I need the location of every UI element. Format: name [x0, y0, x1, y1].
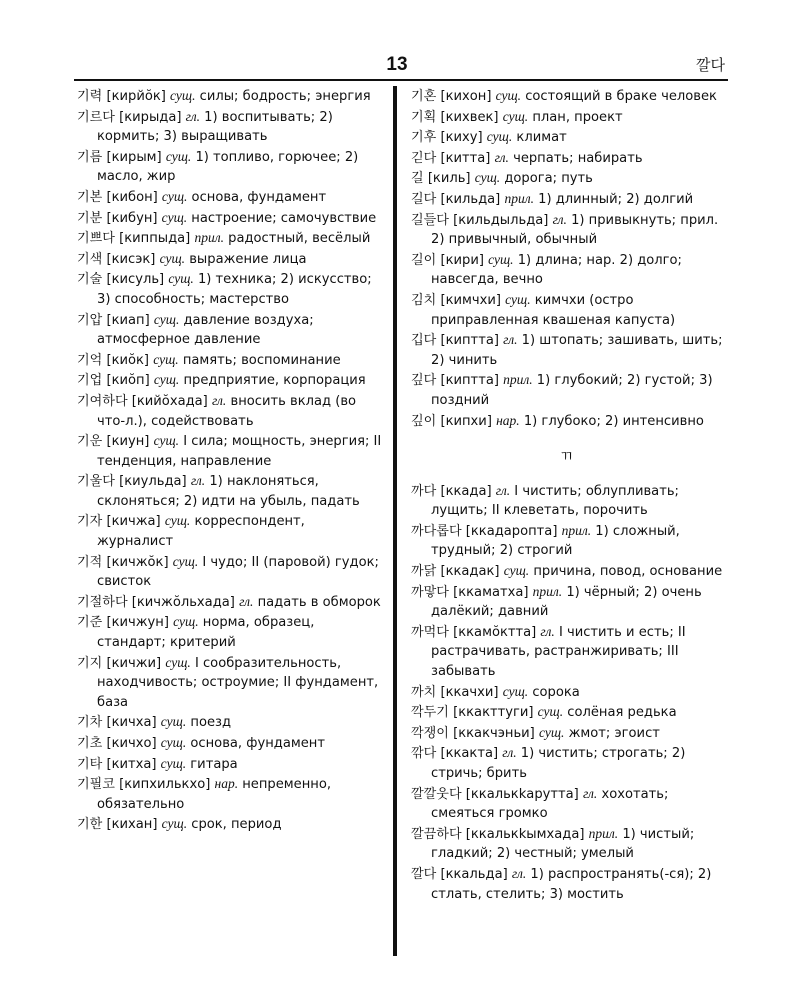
transcription: [ккаматха]	[448, 584, 533, 600]
headword: 기혼	[411, 89, 437, 104]
dictionary-entry	[411, 86, 723, 107]
right-column	[411, 86, 723, 904]
dictionary-entry	[77, 187, 385, 208]
definition: радостный, весёлый	[223, 231, 371, 247]
definition: 1) чистый; гладкий; 2) честный; умелый	[431, 826, 695, 862]
transcription: [кибон]	[102, 189, 162, 205]
dictionary-entry	[411, 330, 723, 370]
dictionary-entry	[77, 391, 385, 431]
dictionary-entry	[411, 784, 723, 824]
definition: солёная редька	[563, 705, 677, 721]
headword: 기압	[77, 312, 103, 328]
headword: 길들다	[411, 212, 449, 228]
part-of-speech: сущ.	[488, 251, 514, 267]
part-of-speech: гл.	[211, 392, 227, 408]
dictionary-entry	[411, 370, 723, 410]
transcription: [кичха]	[102, 715, 161, 731]
part-of-speech: сущ.	[160, 755, 187, 771]
headword: 기력	[77, 89, 103, 104]
part-of-speech: гл.	[503, 332, 518, 348]
part-of-speech: гл.	[502, 745, 517, 761]
part-of-speech: сущ.	[161, 209, 188, 225]
transcription: [кильдыльда]	[448, 212, 553, 228]
definition: основа, фундамент	[187, 189, 327, 205]
definition: поезд	[186, 715, 232, 731]
part-of-speech: сущ.	[165, 148, 192, 164]
transcription: [ккакта]	[436, 746, 503, 762]
dictionary-entry	[411, 561, 723, 582]
dictionary-entry	[77, 733, 385, 754]
definition: состоящий в браке человек	[521, 89, 717, 104]
transcription: [ккальда]	[436, 866, 512, 882]
part-of-speech: сущ.	[170, 88, 196, 103]
definition: 1) распространять(-ся); 2) стлать, стелить; 3) мостить	[431, 866, 712, 902]
part-of-speech: нар.	[496, 412, 520, 428]
definition: 1) длинный; 2) долгий	[533, 191, 694, 207]
definition: 1) длина; нар. 2) долго; навсегда, вечно	[431, 252, 682, 288]
dictionary-entry	[77, 350, 385, 371]
dictionary-entry	[77, 774, 385, 814]
definition: план, проект	[528, 109, 623, 125]
transcription: [кисэк]	[102, 251, 160, 267]
definition: предприятие, корпорация	[179, 373, 366, 389]
definition: хохотать; смеяться громко	[431, 786, 669, 822]
transcription: [киппыда]	[114, 231, 195, 247]
page-number: 13	[386, 54, 408, 75]
part-of-speech: прил.	[588, 825, 619, 841]
transcription: [кирйŏк]	[102, 89, 171, 104]
part-of-speech: нар.	[214, 776, 239, 792]
part-of-speech: прил.	[561, 522, 592, 538]
headword: 까먹다	[411, 624, 449, 640]
part-of-speech: прил.	[532, 583, 563, 599]
transcription: [кичхо]	[102, 736, 161, 751]
headword: 깔끔하다	[411, 826, 462, 842]
definition: сорока	[528, 684, 580, 700]
part-of-speech: сущ.	[168, 271, 194, 287]
dictionary-entry	[411, 411, 723, 432]
headword: 기초	[77, 736, 103, 751]
part-of-speech: сущ.	[160, 714, 187, 730]
definition: падать в обморок	[253, 594, 381, 610]
dictionary-entry	[411, 189, 723, 210]
headword: 기본	[77, 189, 103, 205]
definition: норма, образец, стандарт; критерий	[97, 615, 315, 651]
dictionary-entry	[77, 107, 385, 147]
transcription: [кичжŏк]	[102, 554, 173, 570]
headword: 기운	[77, 434, 103, 450]
header-rule	[74, 79, 728, 81]
headword: 까치	[411, 684, 437, 700]
transcription: [кичжа]	[102, 514, 165, 530]
definition: причина, повод, основание	[529, 564, 723, 580]
definition: 1) чистить; строгать; 2) стричь; брить	[431, 746, 686, 781]
dictionary-entry	[411, 622, 723, 682]
dictionary-entry	[411, 702, 723, 723]
transcription: [киптта]	[436, 373, 504, 389]
transcription: [ккадак]	[436, 564, 504, 580]
part-of-speech: сущ.	[153, 433, 180, 449]
transcription: [кильда]	[436, 191, 505, 207]
dictionary-entry	[411, 210, 723, 250]
part-of-speech: сущ.	[153, 372, 180, 388]
transcription: [киху]	[436, 130, 487, 146]
definition: I чистить; облупливать; лущить; II клеветать, порочить	[431, 483, 679, 519]
headword: 까닭	[411, 564, 437, 580]
definition: выражение лица	[185, 251, 307, 267]
definition: жмот; эгоист	[564, 725, 660, 741]
dictionary-entry	[411, 127, 723, 148]
definition: 1) глубокий; 2) густой; 3) поздний	[431, 373, 713, 408]
definition: корреспондент, журналист	[97, 514, 305, 550]
part-of-speech: гл.	[540, 623, 555, 639]
transcription: [китта]	[436, 150, 495, 166]
part-of-speech: сущ.	[537, 704, 564, 720]
transcription: [кирыда]	[114, 109, 186, 125]
part-of-speech: гл.	[511, 865, 527, 881]
headword: 까다롭다	[411, 523, 462, 539]
part-of-speech: сущ.	[173, 614, 199, 630]
dictionary-entry	[411, 250, 723, 290]
headword: 길이	[411, 252, 437, 268]
definition: 1) глубоко; 2) интенсивно	[519, 413, 704, 429]
transcription: [ккакчэньи]	[448, 725, 539, 741]
dictionary-entry	[77, 653, 385, 713]
transcription: [кипхилькхо]	[114, 777, 215, 793]
headword: 기색	[77, 251, 103, 267]
definition: непременно, обязательно	[97, 777, 332, 812]
transcription: [кичжŏльхада]	[127, 594, 240, 610]
definition: давление воздуха; атмосферное давление	[97, 312, 314, 348]
transcription: [киптта]	[436, 333, 504, 349]
headword: 기술	[77, 272, 103, 288]
part-of-speech: сущ.	[502, 683, 529, 699]
headword: 기획	[411, 109, 437, 125]
headword: 기지	[77, 655, 103, 671]
definition: I чистить и есть; II растрачивать, растранжиривать; III забывать	[431, 624, 686, 680]
transcription: [ккакттуги]	[448, 705, 538, 721]
part-of-speech: прил.	[194, 230, 224, 246]
headword: 기준	[77, 615, 103, 631]
dictionary-entry	[77, 147, 385, 187]
transcription: [киль]	[423, 171, 475, 187]
part-of-speech: гл.	[185, 108, 200, 124]
headword: 기르다	[77, 109, 115, 125]
headword: 깁다	[411, 333, 437, 349]
dictionary-entry	[411, 824, 723, 864]
dictionary-entry	[411, 723, 723, 744]
part-of-speech: сущ.	[153, 351, 179, 367]
definition: вносить вклад (во что-л.), содействовать	[97, 393, 357, 429]
dictionary-entry	[77, 208, 385, 229]
headword: 기차	[77, 715, 103, 731]
definition: 1) воспитывать; 2) кормить; 3) выращивать	[97, 109, 333, 145]
transcription: [кичжун]	[102, 615, 174, 631]
dictionary-entry	[77, 612, 385, 652]
transcription: [кисуль]	[102, 272, 169, 288]
headword: 기름	[77, 149, 103, 165]
part-of-speech: сущ.	[495, 88, 522, 103]
headword: 기여하다	[77, 393, 128, 409]
dictionary-entry	[77, 228, 385, 249]
headword: 기적	[77, 554, 103, 570]
headword: 깍두기	[411, 705, 449, 721]
definition: 1) привыкнуть; прил. 2) привычный, обычный	[431, 212, 719, 248]
definition: I сообразительность, находчивость; остроумие; II фундамент, база	[97, 655, 379, 710]
part-of-speech: сущ.	[505, 291, 531, 307]
part-of-speech: гл.	[190, 473, 206, 489]
section-letter: ㄲ	[559, 447, 575, 466]
part-of-speech: сущ.	[164, 513, 191, 529]
part-of-speech: сущ.	[161, 816, 188, 832]
headword: 긷다	[411, 150, 437, 166]
dictionary-entry	[411, 290, 723, 330]
transcription: [китха]	[102, 756, 161, 772]
definition: настроение; самочувствие	[187, 210, 377, 226]
transcription: [кири]	[436, 252, 489, 268]
part-of-speech: сущ.	[159, 250, 186, 266]
part-of-speech: сущ.	[172, 553, 199, 569]
dictionary-entry	[77, 86, 385, 107]
left-column	[77, 86, 385, 835]
definition: I сила; мощность, энергия; II тенденция, направление	[97, 434, 382, 469]
headword: 기억	[77, 352, 103, 368]
dictionary-entry	[77, 814, 385, 835]
dictionary-entry	[411, 682, 723, 703]
column-divider	[393, 86, 397, 956]
definition: 1) штопать; зашивать, шить; 2) чинить	[431, 333, 723, 368]
definition: I чудо; II (паровой) гудок; свисток	[97, 554, 379, 590]
part-of-speech: сущ.	[160, 735, 187, 750]
dictionary-entry	[77, 370, 385, 391]
headword: 기자	[77, 514, 103, 530]
dictionary-entry	[77, 592, 385, 613]
dictionary-entry	[77, 431, 385, 471]
part-of-speech: сущ.	[502, 108, 529, 124]
part-of-speech: прил.	[503, 372, 533, 388]
dictionary-entry	[411, 743, 723, 783]
transcription: [кичжи]	[102, 655, 166, 671]
definition: черпать; набирать	[508, 150, 643, 166]
part-of-speech: сущ.	[153, 311, 180, 327]
dictionary-entry	[411, 864, 723, 904]
dictionary-entry	[411, 168, 723, 189]
part-of-speech: гл.	[582, 785, 598, 801]
transcription: [ккамŏктта]	[448, 624, 541, 640]
headword: 깊다	[411, 373, 437, 389]
headword: 깔다	[411, 866, 437, 882]
transcription: [кихвек]	[436, 109, 503, 125]
dictionary-entry	[77, 712, 385, 733]
definition: 1) наклоняться, склоняться; 2) идти на убыль, падать	[97, 474, 360, 509]
headword: 기필코	[77, 777, 115, 793]
dictionary-entry	[77, 511, 385, 551]
headword: 길다	[411, 191, 437, 207]
part-of-speech: сущ.	[503, 563, 530, 579]
definition: гитара	[186, 756, 238, 772]
transcription: [кимчхи]	[436, 292, 506, 308]
definition: память; воспоминание	[178, 352, 341, 368]
transcription: [кибун]	[102, 210, 162, 226]
headword: 깊이	[411, 413, 437, 429]
part-of-speech: прил.	[504, 190, 534, 206]
part-of-speech: гл.	[239, 593, 254, 609]
headword: 깍쟁이	[411, 725, 449, 741]
part-of-speech: гл.	[552, 211, 567, 227]
dictionary-entry	[411, 107, 723, 128]
dictionary-entry	[77, 754, 385, 775]
guide-word: 깔다	[696, 56, 725, 74]
headword: 길	[411, 171, 424, 187]
definition: 1) топливо, горючее; 2) масло, жир	[97, 149, 359, 185]
transcription: [кийŏхада]	[127, 393, 212, 409]
headword: 기울다	[77, 474, 115, 490]
transcription: [киульда]	[114, 474, 191, 490]
transcription: [кихон]	[436, 89, 496, 104]
headword: 깎다	[411, 746, 437, 762]
transcription: [ккадаропта]	[461, 523, 562, 539]
definition: 1) чёрный; 2) очень далёкий; давний	[431, 584, 702, 620]
dictionary-entry	[411, 521, 723, 561]
part-of-speech: сущ.	[486, 129, 513, 145]
part-of-speech: сущ.	[538, 724, 565, 740]
dictionary-entry	[411, 582, 723, 622]
headword: 까맣다	[411, 584, 449, 600]
headword: 김치	[411, 292, 437, 308]
definition: 1) сложный, трудный; 2) строгий	[431, 523, 680, 559]
transcription: [киŏп]	[102, 373, 154, 389]
transcription: [ккада]	[436, 483, 496, 499]
dictionary-entry	[77, 552, 385, 592]
headword: 기업	[77, 373, 103, 389]
transcription: [ккалькkымхада]	[461, 826, 589, 842]
part-of-speech: гл.	[494, 149, 509, 165]
dictionary-entry	[77, 249, 385, 270]
definition: дорога; путь	[500, 171, 593, 187]
headword: 기한	[77, 817, 103, 833]
headword: 까다	[411, 483, 437, 499]
part-of-speech: сущ.	[165, 654, 191, 670]
definition: 1) техника; 2) искусство; 3) способность; мастерство	[97, 272, 372, 307]
definition: срок, период	[187, 817, 282, 833]
dictionary-entry	[411, 148, 723, 169]
dictionary-entry	[77, 471, 385, 511]
definition: климат	[512, 130, 567, 146]
headword: 깔깔웃다	[411, 786, 462, 802]
transcription: [киŏк]	[102, 352, 154, 368]
transcription: [ккалькkарутта]	[461, 786, 583, 802]
transcription: [кирым]	[102, 149, 166, 165]
transcription: [ккачхи]	[436, 684, 503, 700]
definition: силы; бодрость; энергия	[195, 89, 371, 104]
part-of-speech: гл.	[495, 482, 511, 498]
transcription: [кипхи]	[436, 413, 497, 429]
transcription: [кихан]	[102, 817, 162, 833]
headword: 기쁘다	[77, 231, 115, 247]
dictionary-entry	[77, 269, 385, 309]
part-of-speech: сущ.	[474, 170, 501, 186]
definition: кимчхи (остро приправленная квашеная капуста)	[431, 292, 676, 328]
part-of-speech: сущ.	[161, 188, 188, 204]
transcription: [киун]	[102, 434, 154, 450]
definition: основа, фундамент	[186, 736, 325, 751]
headword: 기타	[77, 756, 103, 772]
dictionary-entry	[411, 481, 723, 521]
headword: 기절하다	[77, 594, 128, 610]
transcription: [киап]	[102, 312, 154, 328]
headword: 기후	[411, 130, 437, 146]
headword: 기분	[77, 210, 103, 226]
dictionary-entry	[77, 310, 385, 350]
